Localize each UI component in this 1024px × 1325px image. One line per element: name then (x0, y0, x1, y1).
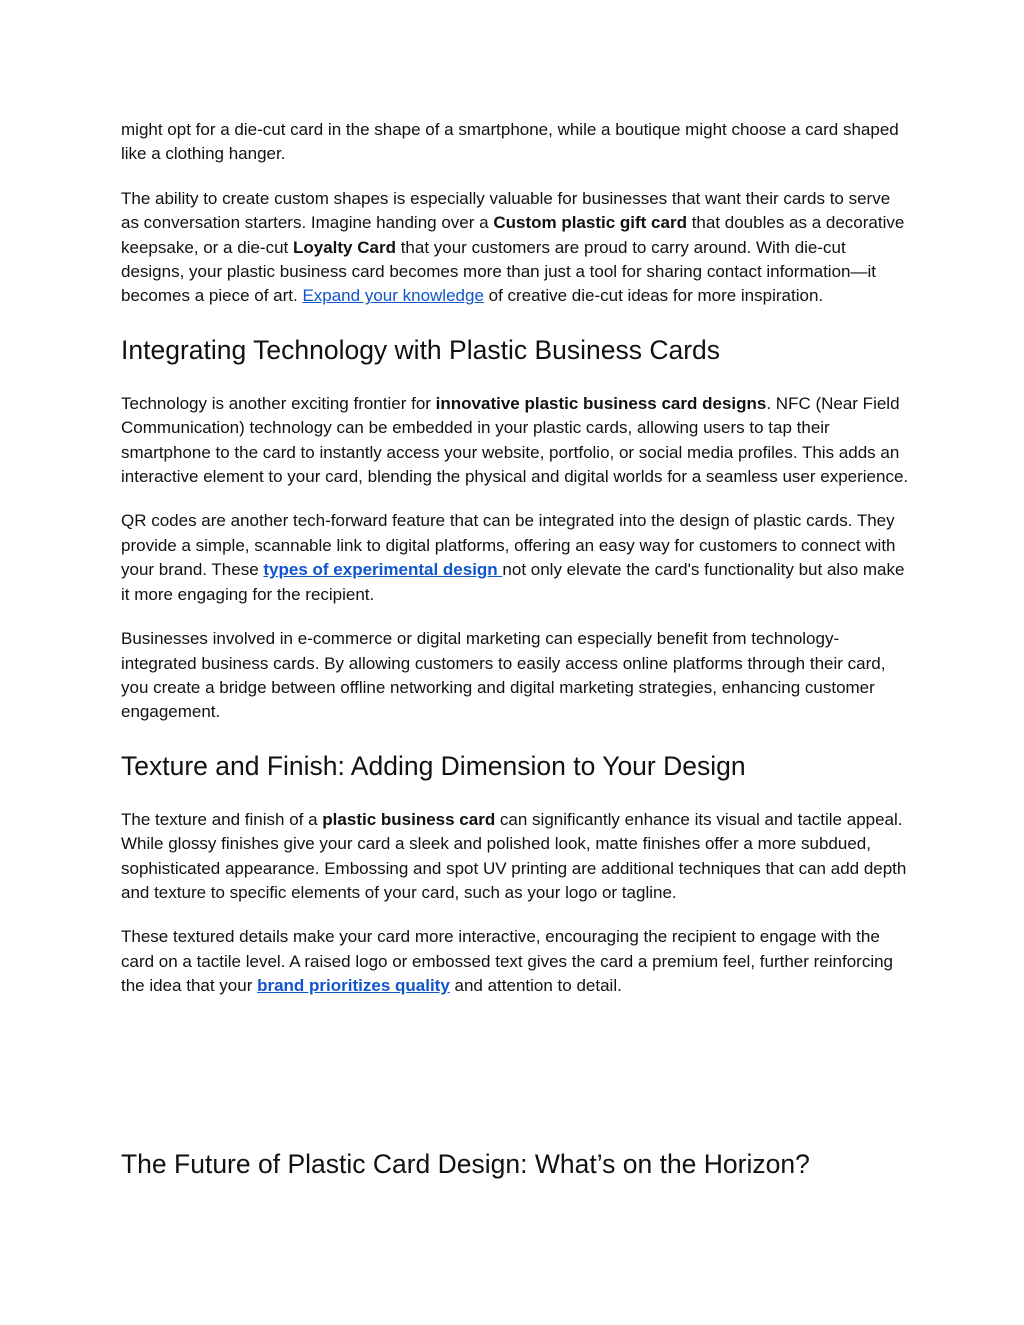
paragraph-text: can significantly enhance its visual and tactile appeal. While glossy finishes give your card a sleek and polished look, matte finishes offer a more subdued, sophisticated appearance. Embossing and spot UV printing are additional techniques that can add depth and texture to specific elements of your card, such as your logo or tagline. (121, 809, 907, 902)
paragraph-text: that doubles as a decorative keepsake, or a die-cut (121, 213, 905, 257)
paragraph-ecommerce (121, 627, 911, 725)
bold-plastic-business-card: plastic business card (322, 809, 496, 829)
paragraph-text: These textured details make your card more interactive, encouraging the recipient to engage with the card on a tactile level. A raised logo or embossed text gives the card a premium feel, further reinforcing the idea that your (121, 927, 894, 996)
link-expand-your-knowledge[interactable]: Expand your knowledge (302, 286, 484, 306)
paragraph-text: Technology is another exciting frontier for (121, 393, 436, 413)
paragraph-text: might opt for a die-cut card in the shape of a smartphone, while a boutique might choose a card shaped like a clothing hanger. (121, 120, 899, 164)
paragraph-text: not only elevate the card's functionality but also make it more engaging for the recipient. (121, 560, 905, 604)
bold-loyalty-card: Loyalty Card (292, 237, 396, 257)
paragraph-qr-codes (121, 509, 911, 607)
paragraph-text: . NFC (Near Field Communication) technology can be embedded in your plastic cards, allowing users to tap their smartphone to the card to instantly access your website, portfolio, or social media profiles. This adds an interactive element to your card, blending the physical and digital worlds for a seamless user experience. (121, 393, 909, 487)
paragraph-text: QR codes are another tech-forward feature that can be integrated into the design of plastic cards. They provide a simple, scannable link to digital platforms, offering an easy way for customers to connect with your brand. These (121, 511, 896, 580)
paragraph-die-cut-examples (121, 118, 911, 167)
link-types-of-experimental-design[interactable]: types of experimental design (263, 560, 503, 580)
bold-custom-plastic-gift-card: Custom plastic gift card (493, 213, 687, 233)
link-brand-prioritizes-quality[interactable]: brand prioritizes quality (257, 976, 450, 996)
paragraph-custom-shapes (121, 187, 911, 309)
paragraph-textured-details (121, 925, 911, 998)
paragraph-text: and attention to detail. (449, 976, 622, 996)
paragraph-text: The texture and finish of a (121, 809, 323, 829)
document-page (121, 118, 911, 1179)
paragraph-text: The ability to create custom shapes is especially valuable for businesses that want their cards to serve as conversation starters. Imagine handing over a (121, 188, 891, 233)
heading-texture-and-finish: Texture and Finish: Adding Dimension to Your Design (121, 750, 746, 781)
paragraph-text: that your customers are proud to carry around. With die-cut designs, your plastic business card becomes more than just a tool for sharing contact information—it becomes a piece of art. (121, 237, 876, 306)
heading-future-of-plastic-card-design: The Future of Plastic Card Design: What’s on the Horizon? (121, 1149, 810, 1179)
heading-integrating-technology: Integrating Technology with Plastic Business Cards (121, 334, 721, 365)
paragraph-nfc-technology (121, 392, 911, 490)
paragraph-text: Businesses involved in e-commerce or digital marketing can especially benefit from technology-integrated business cards. By allowing customers to easily access online platforms through their card, you create a bridge between offline networking and digital marketing strategies, enhancing customer engagement. (121, 629, 886, 722)
bold-innovative-designs: innovative plastic business card designs (435, 393, 767, 413)
paragraph-text: of creative die-cut ideas for more inspiration. (483, 286, 824, 306)
paragraph-texture-finish (121, 808, 911, 906)
